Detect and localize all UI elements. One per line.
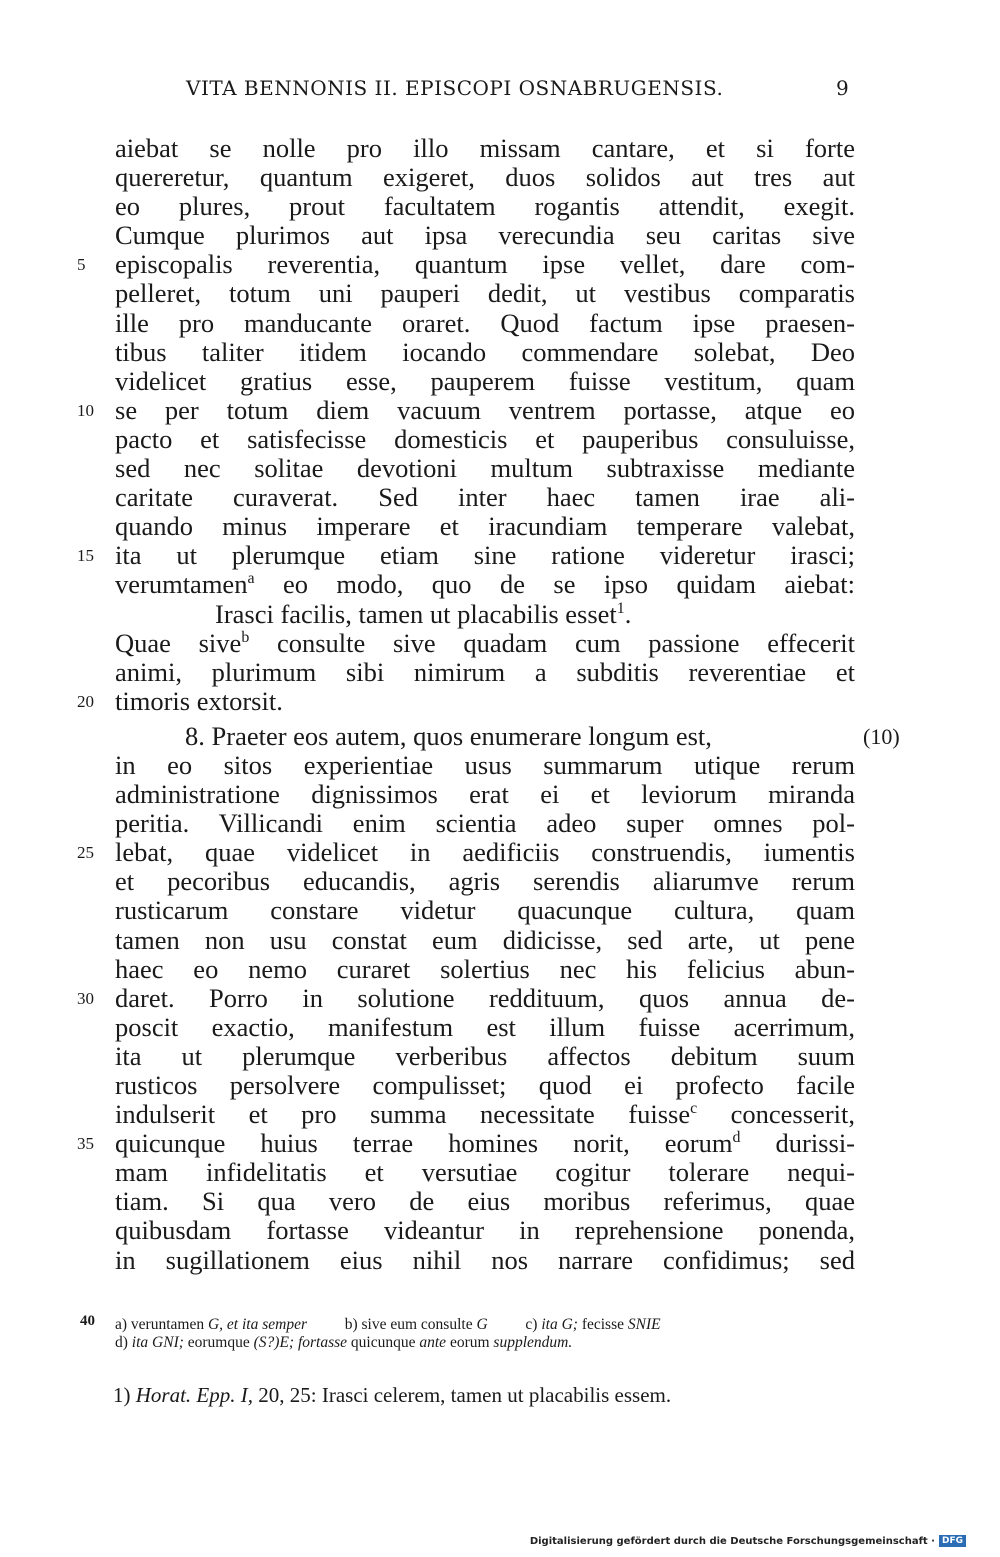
text-line: [115, 1042, 855, 1071]
text-line: [77, 394, 855, 425]
line-text: [115, 570, 855, 599]
text-line: [115, 867, 855, 896]
line-text: timoris extorsit.: [115, 685, 283, 716]
line-text: daret. Porro in solutione reddituum, quos annua de-: [115, 982, 855, 1013]
text-line: [115, 1071, 855, 1100]
line-text: ille pro manducante oraret. Quod factum ipse praesen-: [115, 307, 855, 338]
line-text: caritate curaverat. Sed inter haec tamen irae ali-: [115, 482, 855, 513]
line-text: tiam. Si qua vero de eius moribus referimus, quae: [115, 1186, 855, 1217]
text-line: [115, 454, 855, 483]
text-line: [115, 512, 855, 541]
footnote-source: Horat. Epp. I,: [135, 1383, 253, 1407]
line-text: et pecoribus educandis, agris serendis aliarumve rerum: [115, 866, 855, 897]
line-text: episcopalis reverentia, quantum ipse vellet, dare com-: [115, 249, 855, 280]
line-text: quando minus imperare et iracundiam temperare valebat,: [115, 511, 855, 542]
line-text-part: quicunque huius terrae homines norit, eorum: [115, 1128, 733, 1159]
text-line: [115, 338, 855, 367]
line-number: 5: [77, 255, 86, 275]
apparatus-text: eorum: [449, 1334, 490, 1351]
text-line: [115, 1158, 855, 1187]
footnote-quote: Irasci celerem, tamen ut placabilis essem.: [321, 1383, 672, 1407]
line-text: pacto et satisfecisse domesticis et pauperibus consuluisse,: [115, 423, 855, 454]
text-line: [115, 309, 855, 338]
line-text-part: consulte sive quadam cum passione effecerit: [276, 627, 856, 658]
apparatus-text: quicunque: [350, 1334, 416, 1351]
text-line: [115, 221, 855, 250]
line-text-part: .: [624, 598, 632, 629]
line-text: administratione dignissimos erat ei et leviorum miranda: [115, 779, 855, 810]
text-line: [115, 192, 855, 221]
apparatus-sigla: (S?)E; fortasse: [253, 1334, 348, 1351]
line-text: haec eo nemo curaret solertius nec his felicius abun-: [115, 953, 855, 984]
apparatus-sigla: ita G;: [541, 1316, 578, 1333]
apparatus-sigla: supplendum.: [493, 1334, 573, 1351]
text-line: [115, 134, 855, 163]
text-line: [77, 982, 855, 1013]
text-line: [115, 600, 855, 629]
text-line: [77, 1128, 855, 1159]
line-text: aiebat se nolle pro illo missam cantare, et si forte: [115, 133, 855, 163]
line-text: [115, 600, 855, 629]
text-line: [115, 1246, 855, 1275]
text-line: [115, 279, 855, 308]
text-line: [115, 751, 855, 780]
note-marker: b: [241, 628, 250, 646]
critical-apparatus: [115, 1316, 855, 1352]
apparatus-note-b: b) sive eum consulte: [344, 1316, 473, 1333]
text-line: [115, 570, 855, 599]
line-text: lebat, quae videlicet in aedificiis construendis, iumentis: [115, 837, 855, 868]
apparatus-sigla: G, et ita semper: [207, 1316, 307, 1333]
line-number: 20: [77, 691, 94, 711]
text-line: [115, 658, 855, 687]
line-text: in sugillationem eius nihil nos narrare confidimus; sed: [115, 1244, 855, 1275]
line-number: 35: [77, 1134, 94, 1154]
credit-text: Digitalisierung gefördert durch die Deutsche Forschungsgemeinschaft ·: [529, 1535, 935, 1547]
text-line: [115, 780, 855, 809]
text-line: [115, 809, 855, 838]
line-text: [115, 1100, 855, 1129]
running-title: VITA BENNONIS II. EPISCOPI OSNABRUGENSIS.: [186, 76, 724, 100]
apparatus-sigla: ita GNI;: [131, 1334, 184, 1351]
apparatus-note-a: a) veruntamen: [115, 1316, 205, 1333]
line-text-part: indulserit et pro summa necessitate fuisse: [115, 1099, 691, 1130]
text-line: [115, 896, 855, 925]
dfg-logo-icon: DFG: [939, 1535, 966, 1547]
running-header: [0, 76, 1000, 106]
line-text: tibus taliter itidem iocando commendare solebat, Deo: [115, 336, 855, 367]
line-number: 30: [77, 988, 94, 1008]
line-text-part: durissi-: [775, 1128, 855, 1159]
apparatus-sigla: SNIE: [627, 1316, 661, 1333]
text-line: [115, 1013, 855, 1042]
apparatus-sigla: ante: [419, 1334, 447, 1351]
apparatus-text: fecisse: [581, 1316, 624, 1333]
footnote-reference: 20, 25:: [258, 1383, 317, 1407]
note-marker: c: [690, 1100, 698, 1118]
line-number: 10: [77, 400, 94, 420]
text-line: [77, 540, 855, 571]
note-marker: 1: [616, 599, 625, 617]
text-line: [115, 1187, 855, 1216]
line-text-part: eo modo, quo de se ipso quidam aiebat:: [282, 569, 855, 600]
text-line: [115, 367, 855, 396]
line-text-part: concesserit,: [730, 1099, 855, 1130]
note-marker: d: [732, 1129, 741, 1147]
text-line: [115, 425, 855, 454]
line-text: mam infidelitatis et versutiae cogitur tolerare nequi-: [115, 1157, 855, 1188]
apparatus-text: eorumque: [187, 1334, 250, 1351]
line-text-part: Irasci facilis, tamen ut placabilis esset: [215, 598, 617, 629]
line-text: poscit exactio, manifestum est illum fuisse acerrimum,: [115, 1011, 855, 1042]
text-line: [77, 249, 855, 280]
text-line: [115, 1100, 855, 1129]
text-line: [115, 720, 900, 751]
line-text: [115, 1129, 855, 1158]
text-line: [115, 483, 855, 512]
digitization-credit: [530, 1535, 966, 1547]
line-number: 15: [77, 546, 94, 566]
line-text: pelleret, totum uni pauperi dedit, ut vestibus comparatis: [115, 278, 855, 309]
line-text: in eo sitos experientiae usus summarum utique rerum: [115, 749, 855, 780]
line-text-part: verumtamen: [115, 569, 248, 600]
line-text: quereretur, quantum exigeret, duos solidos aut tres aut: [115, 162, 855, 193]
text-line: [115, 926, 855, 955]
text-line: [115, 1216, 855, 1245]
main-text: [77, 133, 900, 1275]
line-text: rusticos persolvere compulisset; quod ei profecto facile: [115, 1070, 855, 1100]
line-text: eo plures, prout facultatem rogantis attendit, exegit.: [115, 191, 855, 222]
line-text: 8. Praeter eos autem, quos enumerare longum est,: [185, 720, 712, 751]
page-number: 9: [836, 76, 850, 100]
line-text: ita ut plerumque verberibus affectos debitum suum: [115, 1040, 855, 1071]
text-line: [115, 955, 855, 984]
apparatus-row: [115, 1316, 855, 1334]
note-marker: a: [247, 570, 255, 588]
apparatus-row: [115, 1334, 855, 1352]
line-text: videlicet gratius esse, pauperem fuisse vestitum, quam: [115, 365, 855, 396]
footnote-number: 1): [113, 1383, 131, 1407]
line-text: quibusdam fortasse videantur in reprehensione ponenda,: [115, 1215, 855, 1246]
line-text: ita ut plerumque etiam sine ratione videretur irasci;: [115, 540, 855, 571]
text-line: [77, 685, 855, 716]
line-text: peritia. Villicandi enim scientia adeo super omnes pol-: [115, 808, 855, 839]
line-text-part: Quae sive: [115, 627, 242, 658]
text-line: [77, 837, 855, 868]
source-footnote: [113, 1380, 853, 1410]
text-line: [115, 163, 855, 192]
line-text: [115, 629, 855, 658]
line-text: Cumque plurimos aut ipsa verecundia seu caritas sive: [115, 220, 855, 251]
apparatus-note-c: c): [525, 1316, 538, 1333]
apparatus-note-d: d): [115, 1334, 128, 1351]
apparatus-sigla: G: [476, 1316, 488, 1333]
line-text: animi, plurimum sibi nimirum a subditis reverentiae et: [115, 656, 855, 687]
text-line: [115, 629, 855, 658]
line-text: se per totum diem vacuum ventrem portasse, atque eo: [115, 394, 855, 425]
line-text: tamen non usu constat eum didicisse, sed arte, ut pene: [115, 924, 855, 955]
line-text: rusticarum constare videtur quacunque cultura, quam: [115, 895, 855, 926]
line-text: sed nec solitae devotioni multum subtraxisse mediante: [115, 453, 855, 484]
apparatus-line-number: 40: [80, 1313, 95, 1329]
line-number: 25: [77, 843, 94, 863]
margin-chapter-number: (10): [863, 723, 900, 749]
